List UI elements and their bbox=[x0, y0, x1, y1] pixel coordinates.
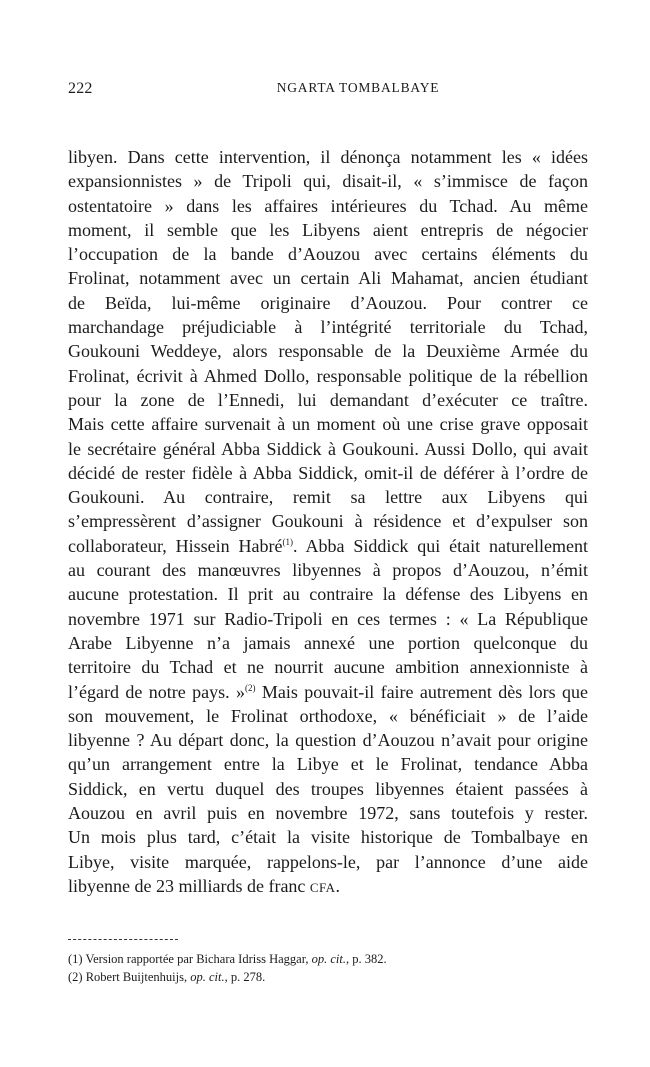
text-line: Libye, visite marquée, rappelons-le, par l’annonce d’une aide bbox=[68, 851, 588, 872]
text-line: l’occupation de la bande d’Aouzou avec certains éléments du bbox=[68, 244, 588, 265]
running-title: NGARTA TOMBALBAYE bbox=[276, 80, 440, 95]
footnote-ref-2[interactable]: (2) bbox=[244, 682, 256, 693]
text-line: qu’un arrangement entre la Libye et le Frolinat, tendance Abba bbox=[68, 754, 588, 775]
text-fragment: libyenne de 23 milliards de franc bbox=[68, 875, 306, 896]
text-line: le secrétaire général Abba Siddick à Goukouni. Aussi Dollo, qui avait bbox=[68, 438, 588, 459]
text-fragment: . Abba Siddick qui était naturellement bbox=[293, 535, 589, 556]
text-line: Mais cette affaire survenait à un moment où une crise grave opposait bbox=[68, 414, 588, 435]
text-fragment: collaborateur, Hissein Habré bbox=[68, 535, 283, 556]
text-line: libyenne ? Au départ donc, la question d’Aouzou n’avait pour origine bbox=[68, 730, 588, 751]
text-line: pour la zone de l’Ennedi, lui demandant d’exécuter ce traître. bbox=[68, 389, 588, 410]
text-line bbox=[68, 874, 588, 898]
text-line: marchandage préjudiciable à l’intégrité territoriale du Tchad, bbox=[68, 317, 588, 338]
text-line: au courant des manœuvres libyennes à propos d’Aouzou, n’émit bbox=[68, 560, 588, 581]
text-line: Frolinat, écrivit à Ahmed Dollo, responsable politique de la rébellion bbox=[68, 365, 588, 386]
footnote-citation: op. cit. bbox=[311, 952, 346, 966]
text-line: décidé de rester fidèle à Abba Siddick, omit-il de déférer à l’ordre de bbox=[68, 462, 588, 483]
text-line: Arabe Libyenne n’a jamais annexé une portion quelconque du bbox=[68, 632, 588, 653]
text-line: Aouzou en avril puis en novembre 1972, sans toutefois y rester. bbox=[68, 803, 588, 824]
footnote-ref-1[interactable]: (1) bbox=[282, 536, 294, 547]
running-head bbox=[68, 80, 588, 104]
footnote-text: (1) Version rapportée par Bichara Idriss Haggar, bbox=[68, 952, 312, 966]
text-line: libyen. Dans cette intervention, il dénonça notamment les « idées bbox=[68, 147, 588, 167]
footnotes bbox=[68, 951, 588, 986]
body-text bbox=[68, 145, 588, 898]
text-line: territoire du Tchad et ne nourrit aucune ambition annexionniste à bbox=[68, 657, 588, 678]
text-line-with-note bbox=[68, 680, 588, 704]
text-line: Frolinat, notamment avec un certain Ali Mahamat, ancien étudiant bbox=[68, 268, 588, 289]
footnote-citation: op. cit. bbox=[190, 969, 225, 984]
footnote-1 bbox=[68, 951, 588, 969]
text-line: ostentatoire » dans les affaires intérieures du Tchad. Au même bbox=[68, 195, 588, 216]
footnote-text: (2) Robert Buijtenhuijs, bbox=[68, 969, 191, 984]
currency-abbrev: CFA bbox=[309, 879, 336, 895]
text-line: s’empressèrent d’assigner Goukouni à résidence et d’expulser son bbox=[68, 511, 588, 532]
text-line: novembre 1971 sur Radio-Tripoli en ces termes : « La République bbox=[68, 608, 588, 629]
text-line: de Beïda, lui-même originaire d’Aouzou. Pour contrer ce bbox=[68, 292, 588, 313]
text-line-with-note bbox=[68, 534, 588, 558]
footnote-separator bbox=[68, 939, 178, 940]
text-line: son mouvement, le Frolinat orthodoxe, « bénéficiait » de l’aide bbox=[68, 705, 588, 726]
text-line: moment, il semble que les Libyens aient entrepris de négocier bbox=[68, 219, 588, 240]
text-line: Goukouni Weddeye, alors responsable de la Deuxième Armée du bbox=[68, 341, 588, 362]
text-line: Siddick, en vertu duquel des troupes libyennes étaient passées à bbox=[68, 778, 588, 799]
text-fragment: . bbox=[335, 875, 340, 896]
text-fragment: Mais pouvait-il faire autrement dès lors que bbox=[255, 681, 589, 702]
text-line: Un mois plus tard, c’était la visite historique de Tombalbaye en bbox=[68, 827, 588, 848]
footnote-text: , p. 382. bbox=[346, 952, 387, 966]
footnote-text: , p. 278. bbox=[224, 969, 266, 984]
text-line: expansionnistes » de Tripoli qui, disait-il, « s’immisce de façon bbox=[68, 171, 588, 192]
text-fragment: l’égard de notre pays. » bbox=[68, 681, 245, 702]
footnote-2 bbox=[68, 969, 588, 987]
text-line: aucune protestation. Il prit au contraire la défense des Libyens en bbox=[68, 584, 588, 605]
page-number: 222 bbox=[68, 80, 93, 97]
text-line: Goukouni. Au contraire, remit sa lettre aux Libyens qui bbox=[68, 487, 588, 508]
